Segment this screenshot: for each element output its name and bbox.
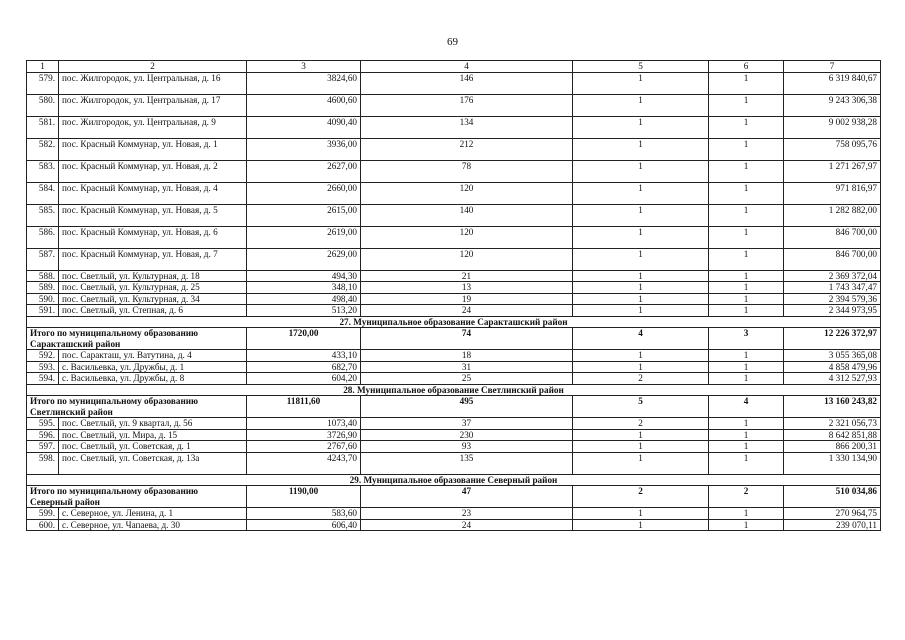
row-address: пос. Светлый, ул. Советская, д. 1 bbox=[59, 441, 247, 453]
row-people: 23 bbox=[361, 508, 573, 520]
row-number: 584. bbox=[27, 182, 59, 204]
row-address: пос. Красный Коммунар, ул. Новая, д. 2 bbox=[59, 160, 247, 182]
row-address: пос. Красный Коммунар, ул. Новая, д. 7 bbox=[59, 248, 247, 270]
row-area: 3726,90 bbox=[247, 429, 361, 441]
total-row bbox=[27, 486, 881, 508]
row-col5: 1 bbox=[573, 305, 709, 317]
section-title: 29. Муниципальное образование Северный район bbox=[27, 474, 881, 486]
section-title: 28. Муниципальное образование Светлинский район bbox=[27, 384, 881, 396]
row-col6: 1 bbox=[709, 138, 784, 160]
table-row bbox=[27, 182, 881, 204]
row-col6: 1 bbox=[709, 226, 784, 248]
column-header: 6 bbox=[709, 61, 784, 73]
table-row bbox=[27, 160, 881, 182]
column-header: 2 bbox=[59, 61, 247, 73]
row-col6: 1 bbox=[709, 270, 784, 282]
row-col5: 1 bbox=[573, 429, 709, 441]
table-row bbox=[27, 138, 881, 160]
row-col6: 1 bbox=[709, 441, 784, 453]
row-col6: 1 bbox=[709, 293, 784, 305]
row-cost: 971 816,97 bbox=[784, 182, 881, 204]
row-col6: 1 bbox=[709, 350, 784, 362]
row-col6: 1 bbox=[709, 72, 784, 94]
total-cost: 12 226 372,97 bbox=[784, 328, 881, 350]
table-row bbox=[27, 361, 881, 373]
row-cost: 9 002 938,28 bbox=[784, 116, 881, 138]
data-table bbox=[26, 60, 881, 531]
total-people: 495 bbox=[361, 396, 573, 418]
row-col5: 1 bbox=[573, 160, 709, 182]
row-number: 593. bbox=[27, 361, 59, 373]
row-people: 134 bbox=[361, 116, 573, 138]
row-col5: 1 bbox=[573, 94, 709, 116]
row-area: 604,20 bbox=[247, 373, 361, 385]
row-number: 579. bbox=[27, 72, 59, 94]
row-area: 3824,60 bbox=[247, 72, 361, 94]
row-col5: 2 bbox=[573, 373, 709, 385]
column-header: 4 bbox=[361, 61, 573, 73]
row-people: 78 bbox=[361, 160, 573, 182]
table-row bbox=[27, 508, 881, 520]
row-number: 598. bbox=[27, 452, 59, 474]
total-col6: 3 bbox=[709, 328, 784, 350]
row-col5: 1 bbox=[573, 452, 709, 474]
row-number: 583. bbox=[27, 160, 59, 182]
row-number: 599. bbox=[27, 508, 59, 520]
row-cost: 9 243 306,38 bbox=[784, 94, 881, 116]
row-number: 581. bbox=[27, 116, 59, 138]
row-address: с. Васильевка, ул. Дружбы, д. 1 bbox=[59, 361, 247, 373]
row-col6: 1 bbox=[709, 94, 784, 116]
row-people: 37 bbox=[361, 418, 573, 430]
row-cost: 4 312 527,93 bbox=[784, 373, 881, 385]
section-header-row bbox=[27, 384, 881, 396]
row-address: пос. Красный Коммунар, ул. Новая, д. 5 bbox=[59, 204, 247, 226]
row-area: 498,40 bbox=[247, 293, 361, 305]
row-cost: 3 055 365,08 bbox=[784, 350, 881, 362]
total-label: Итого по муниципальному образованию Северный район bbox=[27, 486, 247, 508]
row-cost: 270 964,75 bbox=[784, 508, 881, 520]
table-row bbox=[27, 429, 881, 441]
row-people: 25 bbox=[361, 373, 573, 385]
table-row bbox=[27, 282, 881, 294]
row-col5: 1 bbox=[573, 72, 709, 94]
row-address: пос. Светлый, ул. Культурная, д. 25 bbox=[59, 282, 247, 294]
total-area: 1190,00 bbox=[247, 486, 361, 508]
row-col6: 1 bbox=[709, 361, 784, 373]
row-col5: 1 bbox=[573, 138, 709, 160]
row-cost: 846 700,00 bbox=[784, 226, 881, 248]
row-number: 582. bbox=[27, 138, 59, 160]
row-cost: 758 095,76 bbox=[784, 138, 881, 160]
row-area: 494,30 bbox=[247, 270, 361, 282]
row-people: 24 bbox=[361, 305, 573, 317]
row-people: 140 bbox=[361, 204, 573, 226]
row-number: 596. bbox=[27, 429, 59, 441]
row-area: 2660,00 bbox=[247, 182, 361, 204]
row-cost: 866 200,31 bbox=[784, 441, 881, 453]
row-address: пос. Красный Коммунар, ул. Новая, д. 4 bbox=[59, 182, 247, 204]
row-number: 595. bbox=[27, 418, 59, 430]
row-number: 589. bbox=[27, 282, 59, 294]
table-row bbox=[27, 226, 881, 248]
row-area: 513,20 bbox=[247, 305, 361, 317]
row-address: пос. Жилгородок, ул. Центральная, д. 9 bbox=[59, 116, 247, 138]
row-area: 2619,00 bbox=[247, 226, 361, 248]
row-people: 18 bbox=[361, 350, 573, 362]
row-col5: 1 bbox=[573, 116, 709, 138]
row-people: 21 bbox=[361, 270, 573, 282]
row-col6: 1 bbox=[709, 116, 784, 138]
row-col6: 1 bbox=[709, 519, 784, 531]
row-number: 590. bbox=[27, 293, 59, 305]
row-number: 592. bbox=[27, 350, 59, 362]
row-cost: 1 330 134,90 bbox=[784, 452, 881, 474]
table-row bbox=[27, 519, 881, 531]
row-col5: 1 bbox=[573, 361, 709, 373]
row-area: 348,10 bbox=[247, 282, 361, 294]
row-area: 4090,40 bbox=[247, 116, 361, 138]
total-area: 1720,00 bbox=[247, 328, 361, 350]
row-people: 230 bbox=[361, 429, 573, 441]
row-col6: 1 bbox=[709, 452, 784, 474]
row-people: 19 bbox=[361, 293, 573, 305]
row-col6: 1 bbox=[709, 282, 784, 294]
row-col5: 2 bbox=[573, 418, 709, 430]
row-people: 93 bbox=[361, 441, 573, 453]
table-row bbox=[27, 94, 881, 116]
row-cost: 8 642 851,88 bbox=[784, 429, 881, 441]
column-header: 3 bbox=[247, 61, 361, 73]
row-col6: 1 bbox=[709, 248, 784, 270]
column-header: 5 bbox=[573, 61, 709, 73]
total-row bbox=[27, 328, 881, 350]
page-number: 69 bbox=[447, 36, 458, 48]
row-cost: 2 344 973,95 bbox=[784, 305, 881, 317]
table-row bbox=[27, 72, 881, 94]
row-area: 2615,00 bbox=[247, 204, 361, 226]
total-people: 74 bbox=[361, 328, 573, 350]
row-col6: 1 bbox=[709, 182, 784, 204]
row-number: 586. bbox=[27, 226, 59, 248]
row-address: пос. Саракташ, ул. Ватутина, д. 4 bbox=[59, 350, 247, 362]
total-cost: 13 160 243,82 bbox=[784, 396, 881, 418]
row-people: 146 bbox=[361, 72, 573, 94]
row-address: пос. Жилгородок, ул. Центральная, д. 17 bbox=[59, 94, 247, 116]
row-col5: 1 bbox=[573, 441, 709, 453]
column-header: 7 bbox=[784, 61, 881, 73]
row-cost: 2 394 579,36 bbox=[784, 293, 881, 305]
table-row bbox=[27, 373, 881, 385]
row-area: 2767,60 bbox=[247, 441, 361, 453]
row-area: 2629,00 bbox=[247, 248, 361, 270]
row-people: 120 bbox=[361, 226, 573, 248]
row-area: 583,60 bbox=[247, 508, 361, 520]
row-people: 24 bbox=[361, 519, 573, 531]
row-cost: 6 319 840,67 bbox=[784, 72, 881, 94]
row-people: 120 bbox=[361, 248, 573, 270]
row-address: с. Северное, ул. Ленина, д. 1 bbox=[59, 508, 247, 520]
row-number: 591. bbox=[27, 305, 59, 317]
row-col6: 1 bbox=[709, 418, 784, 430]
row-number: 594. bbox=[27, 373, 59, 385]
row-area: 3936,00 bbox=[247, 138, 361, 160]
row-people: 120 bbox=[361, 182, 573, 204]
row-col5: 1 bbox=[573, 248, 709, 270]
row-col6: 1 bbox=[709, 204, 784, 226]
row-cost: 1 743 347,47 bbox=[784, 282, 881, 294]
row-col5: 1 bbox=[573, 519, 709, 531]
row-address: пос. Красный Коммунар, ул. Новая, д. 1 bbox=[59, 138, 247, 160]
row-col5: 1 bbox=[573, 226, 709, 248]
row-col5: 1 bbox=[573, 282, 709, 294]
row-number: 597. bbox=[27, 441, 59, 453]
total-col6: 2 bbox=[709, 486, 784, 508]
table-row bbox=[27, 441, 881, 453]
row-address: пос. Светлый, ул. Советская, д. 13а bbox=[59, 452, 247, 474]
row-cost: 239 070,11 bbox=[784, 519, 881, 531]
row-col5: 1 bbox=[573, 293, 709, 305]
row-people: 13 bbox=[361, 282, 573, 294]
row-col6: 1 bbox=[709, 429, 784, 441]
row-col6: 1 bbox=[709, 160, 784, 182]
table-row bbox=[27, 116, 881, 138]
row-col5: 1 bbox=[573, 350, 709, 362]
total-col5: 4 bbox=[573, 328, 709, 350]
table-row bbox=[27, 350, 881, 362]
table-row bbox=[27, 204, 881, 226]
row-number: 580. bbox=[27, 94, 59, 116]
row-cost: 2 369 372,04 bbox=[784, 270, 881, 282]
total-col6: 4 bbox=[709, 396, 784, 418]
row-address: пос. Красный Коммунар, ул. Новая, д. 6 bbox=[59, 226, 247, 248]
row-address: с. Васильевка, ул. Дружбы, д. 8 bbox=[59, 373, 247, 385]
column-header: 1 bbox=[27, 61, 59, 73]
total-people: 47 bbox=[361, 486, 573, 508]
row-col5: 1 bbox=[573, 204, 709, 226]
row-cost: 1 282 882,00 bbox=[784, 204, 881, 226]
table-row bbox=[27, 452, 881, 474]
total-row bbox=[27, 396, 881, 418]
total-col5: 5 bbox=[573, 396, 709, 418]
row-people: 31 bbox=[361, 361, 573, 373]
row-col5: 1 bbox=[573, 270, 709, 282]
row-cost: 4 858 479,96 bbox=[784, 361, 881, 373]
section-header-row bbox=[27, 316, 881, 328]
row-people: 176 bbox=[361, 94, 573, 116]
row-cost: 846 700,00 bbox=[784, 248, 881, 270]
row-address: пос. Жилгородок, ул. Центральная, д. 16 bbox=[59, 72, 247, 94]
section-header-row bbox=[27, 474, 881, 486]
table-row bbox=[27, 305, 881, 317]
row-address: пос. Светлый, ул. Культурная, д. 18 bbox=[59, 270, 247, 282]
total-label: Итого по муниципальному образованию Саракташский район bbox=[27, 328, 247, 350]
row-area: 433,10 bbox=[247, 350, 361, 362]
total-area: 11811,60 bbox=[247, 396, 361, 418]
table-row bbox=[27, 418, 881, 430]
total-label: Итого по муниципальному образованию Светлинский район bbox=[27, 396, 247, 418]
row-col5: 1 bbox=[573, 182, 709, 204]
total-cost: 510 034,86 bbox=[784, 486, 881, 508]
row-address: пос. Светлый, ул. Культурная, д. 34 bbox=[59, 293, 247, 305]
total-col5: 2 bbox=[573, 486, 709, 508]
row-number: 588. bbox=[27, 270, 59, 282]
row-col6: 1 bbox=[709, 508, 784, 520]
row-people: 135 bbox=[361, 452, 573, 474]
row-col6: 1 bbox=[709, 373, 784, 385]
row-address: пос. Светлый, ул. Степная, д. 6 bbox=[59, 305, 247, 317]
row-area: 606,40 bbox=[247, 519, 361, 531]
row-address: с. Северное, ул. Чапаева, д. 30 bbox=[59, 519, 247, 531]
row-people: 212 bbox=[361, 138, 573, 160]
row-area: 4243,70 bbox=[247, 452, 361, 474]
row-area: 1073,40 bbox=[247, 418, 361, 430]
table-row bbox=[27, 248, 881, 270]
table-row bbox=[27, 293, 881, 305]
row-cost: 2 321 056,73 bbox=[784, 418, 881, 430]
row-area: 2627,00 bbox=[247, 160, 361, 182]
section-title: 27. Муниципальное образование Саракташский район bbox=[27, 316, 881, 328]
row-col5: 1 bbox=[573, 508, 709, 520]
row-number: 585. bbox=[27, 204, 59, 226]
row-col6: 1 bbox=[709, 305, 784, 317]
row-area: 4600,60 bbox=[247, 94, 361, 116]
row-number: 600. bbox=[27, 519, 59, 531]
row-number: 587. bbox=[27, 248, 59, 270]
table-row bbox=[27, 270, 881, 282]
row-area: 682,70 bbox=[247, 361, 361, 373]
header-row bbox=[27, 61, 881, 73]
row-address: пос. Светлый, ул. Мира, д. 15 bbox=[59, 429, 247, 441]
row-cost: 1 271 267,97 bbox=[784, 160, 881, 182]
row-address: пос. Светлый, ул. 9 квартал, д. 56 bbox=[59, 418, 247, 430]
